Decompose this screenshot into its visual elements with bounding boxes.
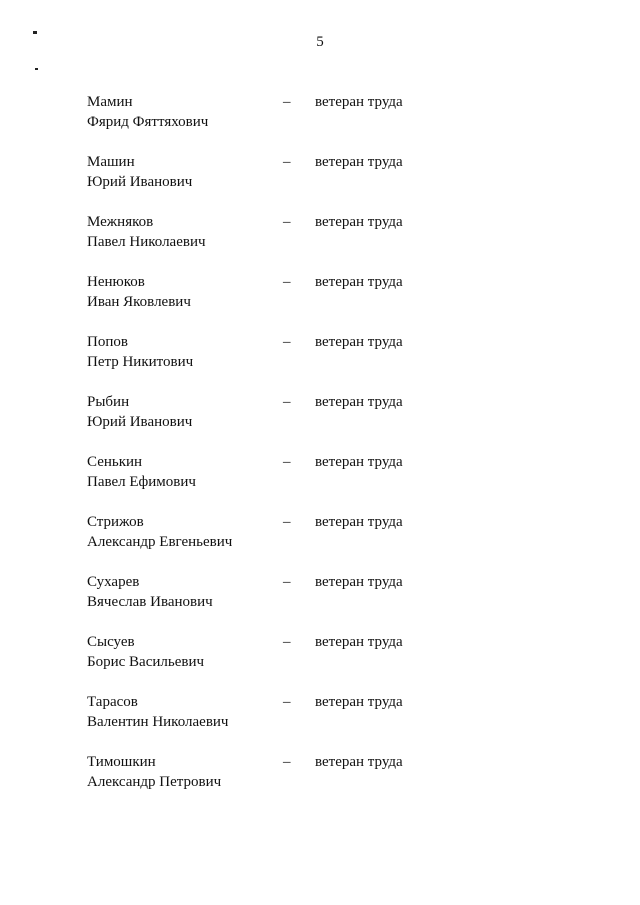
- list-item: [87, 752, 607, 812]
- entry-title: ветеран труда: [315, 694, 403, 710]
- list-item: [87, 572, 607, 632]
- entry-title: ветеран труда: [315, 574, 403, 590]
- scan-mark: [35, 68, 38, 70]
- list-item: [87, 452, 607, 512]
- entry-given-names: Петр Никитович: [87, 354, 194, 370]
- entry-surname: Попов: [87, 334, 128, 350]
- entry-dash: –: [283, 394, 291, 410]
- list-item: [87, 632, 607, 692]
- entry-dash: –: [283, 214, 291, 230]
- entry-title: ветеран труда: [315, 274, 403, 290]
- list-item: [87, 512, 607, 572]
- entry-title: ветеран труда: [315, 754, 403, 770]
- entry-dash: –: [283, 574, 291, 590]
- entry-title: ветеран труда: [315, 454, 403, 470]
- entry-surname: Тарасов: [87, 694, 138, 710]
- entry-given-names: Александр Евгеньевич: [87, 534, 233, 550]
- entry-given-names: Павел Ефимович: [87, 474, 196, 490]
- entry-surname: Рыбин: [87, 394, 130, 410]
- entry-title: ветеран труда: [315, 214, 403, 230]
- entry-surname: Ненюков: [87, 274, 145, 290]
- entry-title: ветеран труда: [315, 94, 403, 110]
- entry-dash: –: [283, 754, 291, 770]
- entry-given-names: Вячеслав Иванович: [87, 594, 213, 610]
- entry-surname: Машин: [87, 154, 135, 170]
- entry-title: ветеран труда: [315, 634, 403, 650]
- entry-given-names: Иван Яковлевич: [87, 294, 191, 310]
- entry-surname: Сухарев: [87, 574, 140, 590]
- entry-surname: Мамин: [87, 94, 133, 110]
- entry-list: [87, 92, 607, 812]
- entry-dash: –: [283, 154, 291, 170]
- list-item: [87, 392, 607, 452]
- entry-surname: Стрижов: [87, 514, 144, 530]
- page-number: 5: [316, 34, 324, 50]
- entry-title: ветеран труда: [315, 154, 403, 170]
- list-item: [87, 92, 607, 152]
- entry-title: ветеран труда: [315, 514, 403, 530]
- entry-dash: –: [283, 94, 291, 110]
- entry-dash: –: [283, 694, 291, 710]
- entry-given-names: Валентин Николаевич: [87, 714, 229, 730]
- entry-given-names: Юрий Иванович: [87, 414, 193, 430]
- entry-surname: Сенькин: [87, 454, 143, 470]
- list-item: [87, 212, 607, 272]
- entry-given-names: Борис Васильевич: [87, 654, 205, 670]
- entry-surname: Сысуев: [87, 634, 135, 650]
- entry-dash: –: [283, 454, 291, 470]
- list-item: [87, 152, 607, 212]
- entry-given-names: Павел Николаевич: [87, 234, 206, 250]
- entry-surname: Тимошкин: [87, 754, 156, 770]
- entry-given-names: Александр Петрович: [87, 774, 222, 790]
- list-item: [87, 692, 607, 752]
- entry-given-names: Юрий Иванович: [87, 174, 193, 190]
- list-item: [87, 272, 607, 332]
- entry-dash: –: [283, 274, 291, 290]
- entry-dash: –: [283, 514, 291, 530]
- entry-given-names: Фярид Фяттяхович: [87, 114, 209, 130]
- entry-title: ветеран труда: [315, 334, 403, 350]
- entry-dash: –: [283, 634, 291, 650]
- entry-surname: Межняков: [87, 214, 154, 230]
- list-item: [87, 332, 607, 392]
- entry-dash: –: [283, 334, 291, 350]
- entry-title: ветеран труда: [315, 394, 403, 410]
